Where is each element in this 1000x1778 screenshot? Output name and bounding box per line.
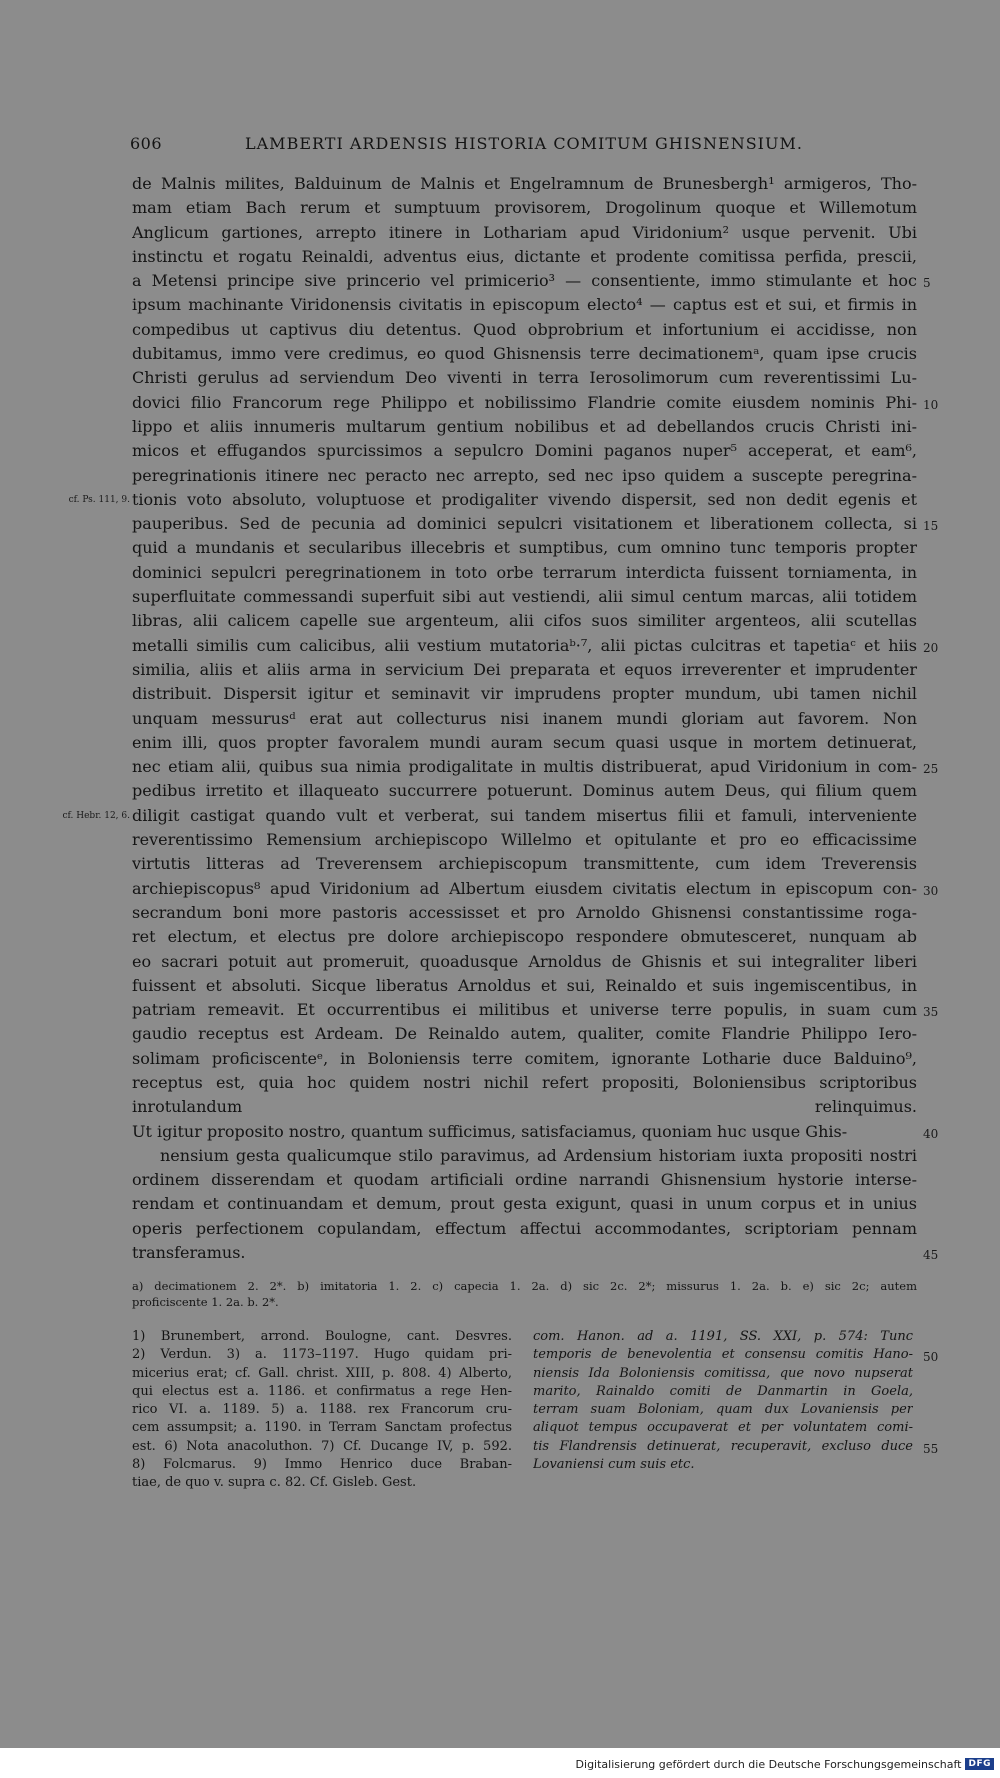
text-line: ipsum machinante Viridonensis civitatis in episcopum electo⁴ — captus est et sui, et firmis in [132, 295, 917, 315]
page-number: 606 [130, 134, 163, 153]
text-line: unquam messurusᵈ erat aut collecturus nisi inanem mundi gloriam aut favorem. Non [132, 708, 917, 728]
text-line: peregrinationis itinere nec peracto nec arrepto, sed nec ipso quidem a suscepte peregrina- [132, 465, 917, 485]
line-number: 45 [923, 1248, 939, 1263]
text-line: 1) Brunembert, arrond. Boulogne, cant. Desvres. [132, 1329, 512, 1344]
text-line: niensis Ida Boloniensis comitissa, que novo nupserat [533, 1365, 913, 1381]
text-line: dovici filio Francorum rege Philippo et nobilissimo Flandrie comite eiusdem nominis Phi- [132, 392, 917, 412]
line-number: 30 [923, 883, 939, 898]
text-line: compedibus ut captivus diu detentus. Quod obprobrium et infortunium ei accidisse, non [132, 319, 917, 339]
text-line: similia, aliis et aliis arma in servicium Dei preparata et equos irreverenter et imprudenter [132, 659, 917, 679]
text-line: instinctu et rogatu Reinaldi, adventus eius, dictante et prodente comitissa perfida, prescii, [132, 246, 917, 266]
text-line: proficiscente 1. 2a. b. 2*. [132, 1295, 279, 1309]
text-line: pauperibus. Sed de pecunia ad dominici sepulcri visitationem et liberationem collecta, si [132, 514, 917, 534]
credit-text: Digitalisierung gefördert durch die Deutsche Forschungsgemeinschaft [575, 1757, 962, 1771]
dfg-logo: DFG [965, 1758, 994, 1770]
variant-readings [132, 1278, 917, 1310]
text-line: marito, Rainaldo comiti de Danmartin in Goela, [533, 1383, 913, 1399]
text-line: tionis voto absoluto, voluptuose et prodigaliter vivendo dispersit, sed non dedit egenis et [132, 489, 917, 509]
margin-reference: cf. Ps. 111, 9. [68, 494, 130, 505]
text-line: archiepiscopus⁸ apud Viridonium ad Albertum eiusdem civitatis electum in episcopum con- [132, 878, 917, 898]
text-line: rico VI. a. 1189. 5) a. 1188. rex Francorum cru- [132, 1402, 512, 1418]
text-line: virtutis litteras ad Treverensem archiepiscopum transmittente, cum idem Treverensis [132, 854, 917, 874]
text-line: solimam proficiscenteᵉ, in Boloniensis terre comitem, ignorante Lotharie duce Balduino⁹, [132, 1048, 917, 1068]
text-line: tis Flandrensis detinuerat, recuperavit, excluso duce [533, 1438, 913, 1454]
text-line: dominici sepulcri peregrinationem in toto orbe terrarum interdicta fuissent torniamenta, in [132, 562, 917, 582]
text-line: com. Hanon. ad a. 1191, SS. XXI, p. 574: Tunc [533, 1329, 913, 1344]
text-line: ordinem disserendam et quodam artificiali ordine narrandi Ghisnensium hystorie interse- [132, 1170, 917, 1190]
text-line: diligit castigat quando vult et verberat, sui tandem misertus filii et famuli, interveniente [132, 805, 917, 825]
line-number: 35 [923, 1005, 939, 1020]
text-line: dubitamus, immo vere credimus, eo quod Ghisnensis terre decimationemᵃ, quam ipse crucis [132, 344, 917, 364]
text-line: Christi gerulus ad serviendum Deo viventi in terra Ierosolimorum cum reverentissimi Lu- [132, 368, 917, 388]
text-line: tiae, de quo v. supra c. 82. Cf. Gisleb. Gest. [132, 1475, 417, 1491]
text-line: nec etiam alii, quibus sua nimia prodigalitate in multis distribuerat, apud Viridonium in com- [132, 757, 917, 777]
margin-reference: cf. Hebr. 12, 6. [62, 810, 130, 821]
text-line: terram suam Boloniam, quam dux Lovaniensis per [533, 1402, 913, 1418]
text-line: 2) Verdun. 3) a. 1173–1197. Hugo quidam pri- [132, 1347, 512, 1363]
text-line: receptus est, quia hoc quidem nostri nichil refert propositi, Boloniensibus scriptoribus [132, 1072, 917, 1092]
text-line: gaudio receptus est Ardeam. De Reinaldo autem, qualiter, comite Flandrie Philippo Iero- [132, 1024, 917, 1044]
text-line: fuissent et absoluti. Sicque liberatus Arnoldus et sui, Reinaldo et suis ingemiscentibus, in [132, 975, 917, 995]
text-line: secrandum boni more pastoris accessisset et pro Arnoldo Ghisnensi constantissime roga- [132, 902, 917, 922]
text-line: libras, alii calicem capelle sue argenteum, alii cifos suos similiter argenteos, alii scutellas [132, 611, 917, 631]
line-number: 50 [923, 1350, 939, 1365]
text-line: ret electum, et electus pre dolore archiepiscopo respondere obmutesceret, nunquam ab [132, 927, 917, 947]
text-line: 8) Folcmarus. 9) Immo Henrico duce Braban- [132, 1457, 512, 1473]
text-line: nensium gesta qualicumque stilo paravimus, ad Ardensium historiam iuxta propositi nostri [160, 1145, 917, 1165]
text-line: rendam et continuandam et demum, prout gesta exigunt, quasi in unum corpus et in unius [132, 1194, 917, 1214]
text-line: Lovaniensi cum suis etc. [533, 1457, 695, 1473]
line-number: 15 [923, 519, 939, 534]
line-number: 5 [923, 276, 931, 291]
page-header [130, 134, 920, 158]
text-line: quid a mundanis et secularibus illecebris et sumptibus, cum omnino tunc temporis propter [132, 538, 917, 558]
text-line: pedibus irretito et illaqueato succurrere potuerunt. Dominus autem Deus, qui filium quem [132, 781, 917, 801]
digitization-credit [576, 1756, 994, 1772]
text-line: de Malnis milites, Balduinum de Malnis et Engelramnum de Brunesbergh¹ armigeros, Tho- [132, 174, 917, 193]
line-number: 25 [923, 762, 939, 777]
footnotes-right-column [533, 1328, 913, 1474]
text-line: a) decimationem 2. 2*. b) imitatoria 1. 2. c) capecia 1. 2a. d) sic 2c. 2*; missurus 1. 2a. b. e) sic 2c; autem [132, 1279, 917, 1293]
text-line: temporis de benevolentia et consensu comitis Hano- [533, 1347, 913, 1363]
text-line: enim illi, quos propter favoralem mundi auram secum quasi usque in mortem detinuerat, [132, 732, 917, 752]
line-number: 10 [923, 397, 939, 412]
footnotes-left-column [132, 1328, 512, 1493]
text-line: micerius erat; cf. Gall. christ. XIII, p. 808. 4) Alberto, [132, 1365, 512, 1381]
text-line: a Metensi principe sive princerio vel primicerio³ — consentiente, immo stimulante et hoc [132, 271, 917, 291]
text-line: cem assumpsit; a. 1190. in Terram Sanctam profectus [132, 1420, 512, 1436]
text-line: mam etiam Bach rerum et sumptuum provisorem, Drogolinum quoque et Willemotum [132, 198, 917, 218]
text-line: distribuit. Dispersit igitur et seminavit vir imprudens propter mundum, ubi tamen nichil [132, 684, 917, 704]
text-line: micos et effugandos spurcissimos a sepulcro Domini paganos nuper⁵ acceperat, et eam⁶, [132, 441, 917, 461]
text-line: aliquot tempus occupaverat et per voluntatem comi- [533, 1420, 913, 1436]
text-line: superfluitate commessandi superfuit sibi aut vestiendi, alii simul centum marcas, alii totidem [132, 587, 917, 607]
text-line: lippo et aliis innumeris multarum gentium nobilibus et ad debellandos crucis Christi ini- [132, 416, 917, 436]
text-line: est. 6) Nota anacoluthon. 7) Cf. Ducange IV, p. 592. [132, 1438, 512, 1454]
line-number: 40 [923, 1126, 939, 1141]
text-line: transferamus. [132, 1243, 246, 1263]
main-text [132, 172, 917, 1265]
text-line: qui electus est a. 1186. et confirmatus a rege Hen- [132, 1383, 512, 1399]
text-line: eo sacrari potuit aut promeruit, quoadusque Arnoldus de Ghisnis et sui integraliter liberi [132, 951, 917, 971]
line-number: 20 [923, 640, 939, 655]
text-line: reverentissimo Remensium archiepiscopo Willelmo et opitulante et pro eo efficacissime [132, 830, 917, 850]
text-line: metalli similis cum calicibus, alii vestium mutatoriaᵇ·⁷, alii pictas culcitras et tapetiaᶜ et hiis [132, 635, 917, 655]
text-line: inrotulandum relinquimus. [132, 1097, 917, 1117]
text-line: operis perfectionem copulandam, effectum affectui accommodantes, scriptoriam pennam [132, 1218, 917, 1238]
text-line: Ut igitur proposito nostro, quantum sufficimus, satisfaciamus, quoniam huc usque Ghis- [132, 1121, 848, 1141]
line-number: 55 [923, 1441, 939, 1456]
running-title: LAMBERTI ARDENSIS HISTORIA COMITUM GHISNENSIUM. [245, 134, 803, 153]
text-line: patriam remeavit. Et occurrentibus ei militibus et universe terre populis, in suam cum [132, 1000, 917, 1020]
text-line: Anglicum gartiones, arrepto itinere in Lothariam apud Viridonium² usque pervenit. Ubi [132, 222, 917, 242]
